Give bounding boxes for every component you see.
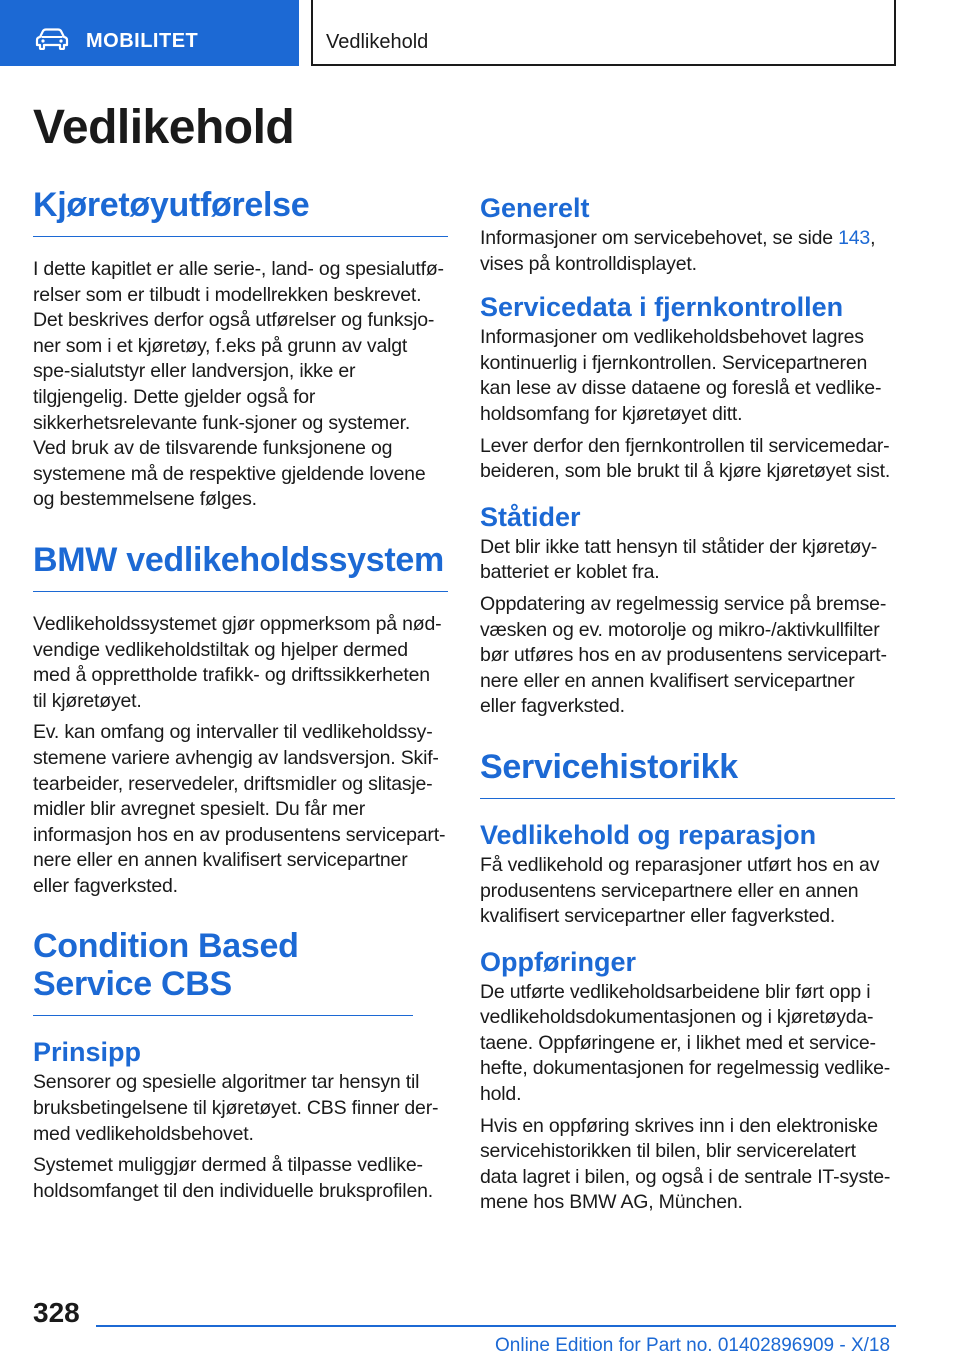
heading-bmw-vedlikeholdssystem: BMW vedlikeholdssystem (33, 541, 448, 592)
paragraph: Oppdatering av regelmessig service på bremse-væsken og ev. motorolje og mikro-/aktivkullfilter bør utføres hos en av produsentens servicepart-nere eller en annen kvalifisert servicepartner eller fagverksted. (480, 592, 887, 718)
subheading-statider: Ståtider (480, 501, 581, 532)
subheading-oppforinger: Oppføringer (480, 946, 636, 977)
paragraph: Ev. kan omfang og intervaller til vedlikeholdssy-stemene variere avhengig av landsversjon. Skif-tearbeider, reservedeler, driftsmidler og slitasje-midler blir avregnet spesielt. Du får mer informasjon hos en av produsentens servicepart-nere eller en annen kvalifisert servicepartner eller fagverksted. (33, 721, 446, 897)
subheading-vedlikehold-og-reparasjon: Vedlikehold og reparasjon (480, 819, 817, 850)
page-link-143[interactable]: 143 (838, 227, 871, 249)
subheading-prinsipp: Prinsipp (33, 1037, 142, 1068)
footer-divider (96, 1325, 896, 1327)
paragraph: Lever derfor den fjernkontrollen til servicemedar-beideren, som ble brukt til å kjøre kjøretøyet sist. (480, 434, 891, 483)
text-span: , vises på kontrolldisplayet. (480, 227, 876, 275)
paragraph: Systemet muliggjør dermed å tilpasse vedlike-holdsomfanget til den individuelle bruksprofilen. (33, 1154, 433, 1202)
page-title: Vedlikehold (33, 101, 295, 154)
paragraph: Det blir ikke tatt hensyn til ståtider der kjøretøy-batteriet er koblet fra. (480, 535, 878, 584)
paragraph: De utførte vedlikeholdsarbeidene blir ført opp i vedlikeholdsdokumentasjonen og i kjøretøyda-taene. Oppføringene er, i likhet med et service-hefte, dokumentasjonen for regelmessig vedlike-hold. (480, 980, 891, 1106)
heading-servicehistorikk: Servicehistorikk (480, 748, 895, 799)
subheading-generelt: Generelt (480, 193, 590, 223)
paragraph: Informasjoner om vedlikeholdsbehovet lagres kontinuerlig i fjernkontrollen. Servicepartneren kan lese av disse dataene og foreslå et vedlike-holdsomfang for kjøretøyet ditt. (480, 326, 882, 425)
section-tab-label: MOBILITET (86, 30, 199, 52)
paragraph: Sensorer og spesielle algoritmer tar hensyn til bruksbetingelsene til kjøretøyet. CBS finner der-med vedlikeholdsbehovet. (33, 1071, 439, 1145)
car-icon (35, 28, 69, 50)
paragraph (480, 226, 895, 277)
section-tab-mobilitet[interactable] (0, 0, 299, 66)
right-column (480, 186, 895, 1222)
paragraph: I dette kapitlet er alle serie-, land- og spesialutfø-relser som er tilbudt i modellrekken beskrevet. Det beskrives derfor også utførelser og funksjo-ner som i et kjøretøy, f.eks på grunn av valgt spe-sialutstyr eller landversjon, ikke er tilgjengelig. Dette gjelder også for sikkerhetsrelevante funk-sjoner og systemer. Ved bruk av de tilsvarende funksjonene og systemene må de respektive gjeldende lovene og bestemmelsene følges. (33, 258, 444, 511)
heading-kjoretoyutforelse: Kjøretøyutførelse (33, 186, 448, 237)
breadcrumb-label: Vedlikehold (326, 31, 429, 53)
paragraph: Få vedlikehold og reparasjoner utført hos en av produsentens servicepartnere eller en annen kvalifisert servicepartner eller fagverksted. (480, 853, 880, 928)
left-column (33, 186, 448, 1210)
heading-condition-based-service: Condition Based Service CBS (33, 927, 413, 1016)
footer-edition: Online Edition for Part no. 01402896909 - X/18 (495, 1335, 891, 1356)
subheading-servicedata: Servicedata i fjernkontrollen (480, 292, 844, 323)
paragraph: Hvis en oppføring skrives inn i den elektroniske servicehistorikken til bilen, blir servicerelatert data lagret i bilen, og også i de sentrale IT-syste-mene hos BMW AG, München. (480, 1114, 891, 1214)
paragraph: Vedlikeholdssystemet gjør oppmerksom på nød-vendige vedlikeholdstiltak og hjelper dermed med å opprettholde trafikk- og driftssikkerheten til kjøretøyet. (33, 612, 442, 712)
page-number: 328 (33, 1297, 80, 1328)
breadcrumb (311, 0, 896, 66)
text-span: Informasjoner om servicebehovet, se side (480, 227, 839, 249)
page-header (0, 0, 960, 66)
